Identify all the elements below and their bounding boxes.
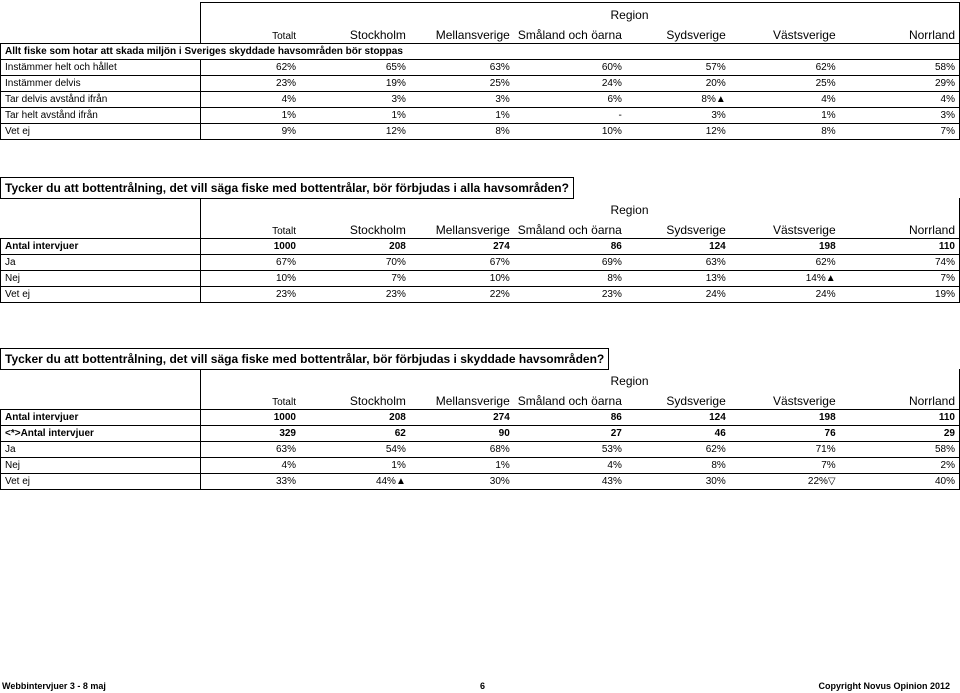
table1-col-stockholm: Stockholm — [349, 28, 406, 42]
table1-body — [1, 60, 960, 140]
table2-col-smaland: Småland och öarna — [517, 223, 622, 237]
table3-col-stockholm: Stockholm — [349, 394, 406, 408]
table3-col-sydsverige: Sydsverige — [666, 394, 726, 408]
table-row: Tar helt avstånd ifrån 1% 1% 1% - 3% 1% 3% — [1, 108, 960, 124]
table-row: Instämmer delvis 23% 19% 25% 24% 20% 25% 29% — [1, 76, 960, 92]
table-row: Vet ej 33% 44%▲ 30% 43% 30% 22%▽ 40% — [1, 474, 960, 490]
table-row: <*>Antal intervjuer 329 62 90 27 46 76 29 — [1, 426, 960, 442]
table1-col-totalt: Totalt — [200, 23, 300, 44]
table-row: Nej 10% 7% 10% 8% 13% 14%▲ 7% — [1, 271, 960, 287]
table2-col-sydsverige: Sydsverige — [666, 223, 726, 237]
table2-col-stockholm: Stockholm — [349, 223, 406, 237]
table-row: Ja 63% 54% 68% 53% 62% 71% 58% — [1, 442, 960, 458]
table2-region-header: Region — [300, 198, 960, 218]
table3-col-norrland: Norrland — [840, 389, 960, 410]
table1-col-sydsverige: Sydsverige — [666, 28, 726, 42]
table1 — [0, 2, 960, 140]
table3-col-totalt: Totalt — [200, 389, 300, 410]
table3 — [0, 369, 960, 490]
table-row: Antal intervjuer 1000 208 274 86 124 198 110 — [1, 410, 960, 426]
table-row: Ja 67% 70% 67% 69% 63% 62% 74% — [1, 255, 960, 271]
table1-col-vastsverige: Västsverige — [772, 28, 836, 42]
table2-col-norrland: Norrland — [840, 218, 960, 239]
table2-col-mellansverige: Mellansverige — [435, 223, 510, 237]
table2-block — [0, 198, 960, 303]
table2-question: Tycker du att bottentrålning, det vill säga fiske med bottentrålar, bör förbjudas i alla havsområden? — [0, 177, 574, 199]
table2-col-totalt: Totalt — [200, 218, 300, 239]
table1-block — [0, 2, 960, 140]
table2 — [0, 198, 960, 303]
table1-region-header: Region — [300, 3, 959, 24]
footer-left: Webbintervjuer 3 - 8 maj — [2, 681, 106, 691]
table1-title: Allt fiske som hotar att skada miljön i Sveriges skyddade havsområden bör stoppas — [1, 44, 960, 60]
table3-block — [0, 369, 960, 490]
table2-body — [1, 239, 960, 303]
table-row: Tar delvis avstånd ifrån 4% 3% 3% 6% 8%▲ 4% 4% — [1, 92, 960, 108]
table3-body — [1, 410, 960, 490]
table-row: Antal intervjuer 1000 208 274 86 124 198 110 — [1, 239, 960, 255]
table-row: Vet ej 23% 23% 22% 23% 24% 24% 19% — [1, 287, 960, 303]
table3-col-vastsverige: Västsverige — [772, 394, 836, 408]
table-row: Instämmer helt och hållet 62% 65% 63% 60% 57% 62% 58% — [1, 60, 960, 76]
table3-col-smaland: Småland och öarna — [517, 394, 622, 408]
table-row: Nej 4% 1% 1% 4% 8% 7% 2% — [1, 458, 960, 474]
table1-col-mellansverige: Mellansverige — [435, 28, 510, 42]
footer-page-number: 6 — [480, 681, 486, 691]
table2-col-vastsverige: Västsverige — [772, 223, 836, 237]
table1-col-smaland: Småland och öarna — [517, 28, 622, 42]
table3-question: Tycker du att bottentrålning, det vill säga fiske med bottentrålar, bör förbjudas i skyddade havsområden? — [0, 348, 609, 370]
footer-copyright: Copyright Novus Opinion 2012 — [818, 681, 950, 691]
table3-region-header: Region — [300, 369, 960, 389]
table1-col-norrland: Norrland — [840, 23, 960, 44]
table-row: Vet ej 9% 12% 8% 10% 12% 8% 7% — [1, 124, 960, 140]
table3-col-mellansverige: Mellansverige — [435, 394, 510, 408]
